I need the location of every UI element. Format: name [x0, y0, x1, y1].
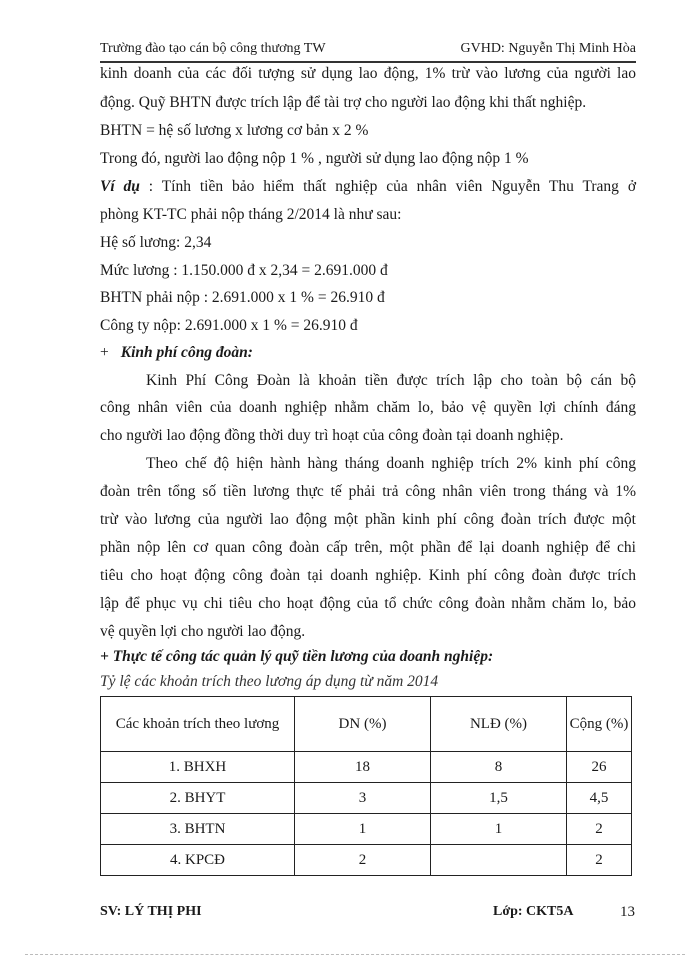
text-line: công nhân viên của doanh nghiệp nhằm chăm lo, bảo vệ quyền lợi chính đáng: [100, 399, 636, 416]
table-cell: 4,5: [567, 783, 632, 814]
example-line: [100, 178, 636, 196]
table-cell: 3: [295, 783, 431, 814]
header-school: Trường đào tạo cán bộ công thương TW: [100, 41, 326, 56]
example-text: : Tính tiền bảo hiểm thất nghiệp của nhân viên Nguyễn Thu Trang ở: [139, 178, 637, 195]
table-cell: 1. BHXH: [101, 752, 295, 783]
page-bottom-divider: [25, 954, 685, 955]
footer-student: SV: LÝ THỊ PHI: [100, 904, 202, 919]
text-line: động. Quỹ BHTN được trích lập để tài trợ cho người lao động khi thất nghiệp.: [100, 94, 587, 111]
text-line: Theo chế độ hiện hành hàng tháng doanh nghiệp trích 2% kinh phí công: [146, 455, 636, 472]
page-header: [100, 41, 636, 63]
header-cell: Các khoản trích theo lương: [101, 697, 295, 752]
table-row: [101, 752, 632, 783]
table-cell: 2: [567, 814, 632, 845]
table-caption: Tỷ lệ các khoản trích theo lương áp dụng từ năm 2014: [100, 673, 439, 690]
text-line: Mức lương : 1.150.000 đ x 2,34 = 2.691.000 đ: [100, 262, 388, 279]
example-label: Ví dụ: [100, 178, 140, 195]
table-cell: 4. KPCĐ: [101, 845, 295, 876]
heading-bullet: +: [100, 344, 109, 361]
header-supervisor: GVHD: Nguyễn Thị Minh Hòa: [460, 41, 636, 56]
text-line: Công ty nộp: 2.691.000 x 1 % = 26.910 đ: [100, 317, 358, 334]
footer-class: Lớp: CKT5A: [493, 904, 574, 919]
formula-line: BHTN = hệ số lương x lương cơ bản x 2 %: [100, 122, 369, 139]
table-cell: 2: [295, 845, 431, 876]
text-line: lập để phục vụ chi tiêu cho hoạt động của tổ chức công đoàn nhằm chăm lo, bảo: [100, 595, 636, 612]
section-heading-union-fee: [100, 344, 253, 362]
table-cell: 1,5: [431, 783, 567, 814]
table-cell: 26: [567, 752, 632, 783]
text-line: Hệ số lương: 2,34: [100, 234, 212, 251]
table-row: [101, 814, 632, 845]
table-cell: 1: [431, 814, 567, 845]
table-cell: 3. BHTN: [101, 814, 295, 845]
heading-text: Kinh phí công đoàn:: [120, 344, 253, 361]
text-line: phòng KT-TC phải nộp tháng 2/2014 là như sau:: [100, 206, 402, 223]
table-cell: 1: [295, 814, 431, 845]
text-line: kinh doanh của các đối tượng sử dụng lao động, 1% trừ vào lương của người lao: [100, 65, 636, 82]
header-cell: NLĐ (%): [431, 697, 567, 752]
section-heading-payroll: + Thực tế công tác quản lý quỹ tiền lương của doanh nghiệp:: [100, 648, 494, 665]
text-line: cho người lao động đồng thời duy trì hoạt của công đoàn tại doanh nghiệp.: [100, 427, 564, 444]
text-line: Kinh Phí Công Đoàn là khoản tiền được trích lập cho toàn bộ cán bộ: [146, 372, 636, 389]
table-row: [101, 783, 632, 814]
table-row: [101, 845, 632, 876]
text-line: vệ quyền lợi cho người lao động.: [100, 623, 306, 640]
header-cell: Cộng (%): [567, 697, 632, 752]
text-line: phần nộp lên cơ quan công đoàn cấp trên, một phần để lại doanh nghiệp để chi: [100, 539, 636, 556]
contribution-rates-table: [100, 696, 632, 876]
page-number: 13: [620, 904, 635, 920]
text-line: BHTN phải nộp : 2.691.000 x 1 % = 26.910 đ: [100, 289, 385, 306]
table-cell: 2. BHYT: [101, 783, 295, 814]
table-cell: [431, 845, 567, 876]
table-cell: 8: [431, 752, 567, 783]
text-line: trừ vào lương của người lao động một phần kinh phí công đoàn trích được một: [100, 511, 636, 528]
text-line: đoàn trên tổng số tiền lương thực tế phải trả công nhân viên trong tháng và 1%: [100, 483, 636, 500]
header-cell: DN (%): [295, 697, 431, 752]
table-cell: 2: [567, 845, 632, 876]
text-line: tiêu cho hoạt động công đoàn tại doanh nghiệp. Kinh phí công đoàn được trích: [100, 567, 636, 584]
table-cell: 18: [295, 752, 431, 783]
text-line: Trong đó, người lao động nộp 1 % , người sử dụng lao động nộp 1 %: [100, 150, 529, 167]
table-header-row: [101, 697, 632, 752]
